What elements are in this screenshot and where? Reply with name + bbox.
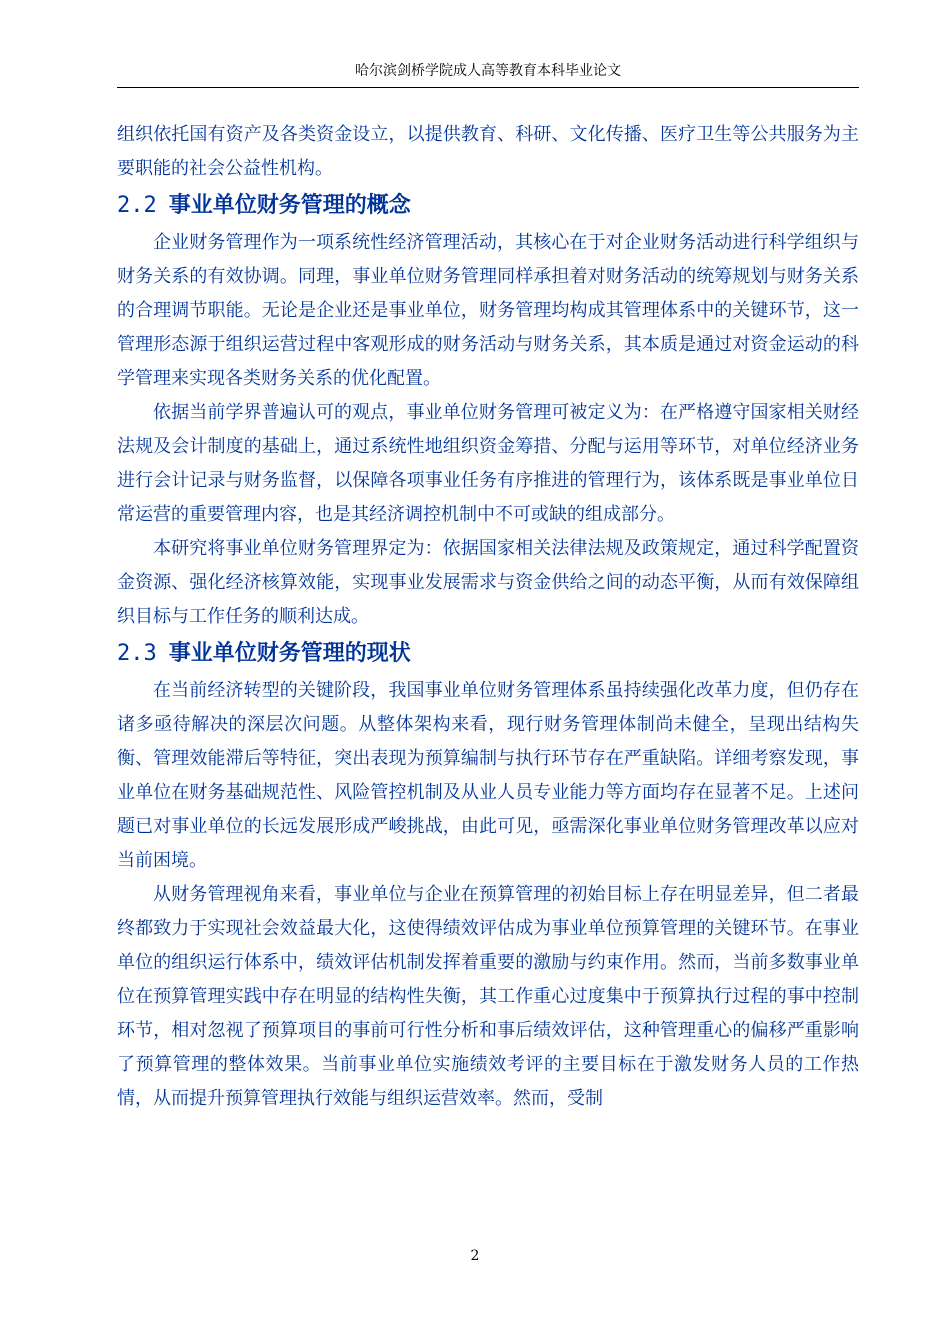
header-title: 哈尔滨剑桥学院成人高等教育本科毕业论文 xyxy=(355,63,621,79)
section-title: 事业单位财务管理的现状 xyxy=(168,641,411,666)
section-number: 2.3 xyxy=(117,641,157,666)
paragraph: 在当前经济转型的关键阶段，我国事业单位财务管理体系虽持续强化改革力度，但仍存在诸多亟待解决的深层次问题。从整体架构来看，现行财务管理体制尚未健全，呈现出结构失衡、管理效能滞后等特征，突出表现为预算编制与执行环节存在严重缺陷。详细考察发现，事业单位在财务基础规范性、风险管控机制及从业人员专业能力等方面均存在显著不足。上述问题已对事业单位的长远发展形成严峻挑战，由此可见，亟需深化事业单位财务管理改革以应对当前困境。 xyxy=(117,680,859,871)
page-number: 2 xyxy=(470,1248,480,1264)
paragraph: 从财务管理视角来看，事业单位与企业在预算管理的初始目标上存在明显差异，但二者最终都致力于实现社会效益最大化，这使得绩效评估成为事业单位预算管理的关键环节。在事业单位的组织运行体系中，绩效评估机制发挥着重要的激励与约束作用。然而，当前多数事业单位在预算管理实践中存在明显的结构性失衡，其工作重心过度集中于预算执行过程的事中控制环节，相对忽视了预算项目的事前可行性分析和事后绩效评估，这种管理重心的偏移严重影响了预算管理的整体效果。当前事业单位实施绩效考评的主要目标在于激发财务人员的工作热情，从而提升预算管理执行效能与组织运营效率。然而，受制 xyxy=(117,884,859,1109)
paragraph-continued: 组织依托国有资产及各类资金设立，以提供教育、科研、文化传播、医疗卫生等公共服务为主要职能的社会公益性机构。 xyxy=(117,124,859,179)
section-number: 2.2 xyxy=(117,193,157,218)
header-divider xyxy=(117,87,859,88)
paragraph: 企业财务管理作为一项系统性经济管理活动，其核心在于对企业财务活动进行科学组织与财务关系的有效协调。同理，事业单位财务管理同样承担着对财务活动的统筹规划与财务关系的合理调节职能。无论是企业还是事业单位，财务管理均构成其管理体系中的关键环节，这一管理形态源于组织运营过程中客观形成的财务活动与财务关系，其本质是通过对资金运动的科学管理来实现各类财务关系的优化配置。 xyxy=(117,232,859,389)
section-title: 事业单位财务管理的概念 xyxy=(168,193,411,218)
section-heading-2-3 xyxy=(117,634,859,674)
paragraph: 依据当前学界普遍认可的观点，事业单位财务管理可被定义为：在严格遵守国家相关财经法规及会计制度的基础上，通过系统性地组织资金筹措、分配与运用等环节，对单位经济业务进行会计记录与财务监督，以保障各项事业任务有序推进的管理行为，该体系既是事业单位日常运营的重要管理内容，也是其经济调控机制中不可或缺的组成部分。 xyxy=(117,402,859,525)
page-header xyxy=(117,60,859,80)
paragraph: 本研究将事业单位财务管理界定为：依据国家相关法律法规及政策规定，通过科学配置资金资源、强化经济核算效能，实现事业发展需求与资金供给之间的动态平衡，从而有效保障组织目标与工作任务的顺利达成。 xyxy=(117,538,859,627)
document-body xyxy=(117,118,859,1116)
section-heading-2-2 xyxy=(117,186,859,226)
